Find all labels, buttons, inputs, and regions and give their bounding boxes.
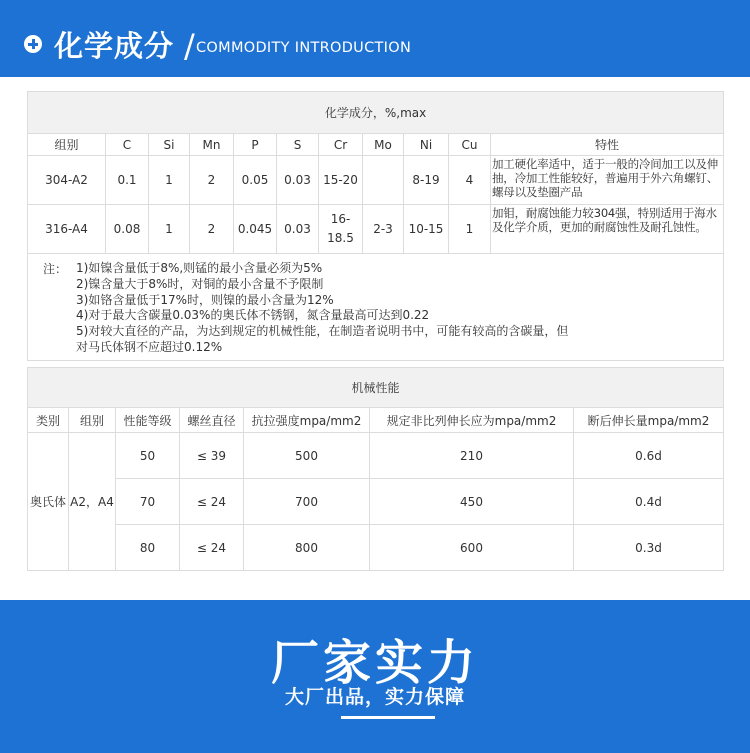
cell-ni: 10-15 [404, 205, 449, 254]
yield-label: 规定非比列伸长应为mpa/mm [386, 413, 549, 428]
notes-row [28, 254, 724, 361]
col-header-grade: 性能等级 [116, 408, 180, 433]
mechanical-properties-table [27, 367, 724, 571]
notes-label: 注： [43, 262, 68, 276]
cell-c: 0.1 [106, 156, 149, 205]
cell-diameter: ≤ 24 [180, 525, 244, 571]
cell-category: 奥氏体 [28, 433, 69, 571]
mech-header-row [28, 408, 724, 433]
cell-grade: 70 [116, 479, 180, 525]
cell-group: 316-A4 [28, 205, 106, 254]
col-header-elongation [574, 408, 724, 433]
col-header-yield [370, 408, 574, 433]
cell-tensile: 800 [244, 525, 370, 571]
cell-cr-line1: 16- [330, 212, 351, 226]
col-header-tensile [244, 408, 370, 433]
cell-group: 304-A2 [28, 156, 106, 205]
cell-p: 0.045 [234, 205, 277, 254]
table-row [28, 433, 724, 479]
tensile-label: 抗拉强度mpa/mm [251, 413, 354, 428]
footer-subtitle: 大厂出品，实力保障 [284, 686, 465, 708]
note-item: 4)对于最大含碳量0.03%的奥氏体不锈钢，氮含量最高可达到0.22 [76, 308, 430, 323]
col-header-ni: Ni [404, 134, 449, 156]
footer-title: 厂家实力 [270, 635, 479, 691]
col-header-cr: Cr [319, 134, 363, 156]
col-header-c: C [106, 134, 149, 156]
col-header-si: Si [149, 134, 190, 156]
cell-cu: 4 [449, 156, 491, 205]
cell-s: 0.03 [277, 156, 319, 205]
section-title: 化学成分 [54, 29, 175, 63]
cell-group: A2，A4 [69, 433, 116, 571]
cell-diameter: ≤ 39 [180, 433, 244, 479]
tensile-unit-exp: 2 [353, 413, 362, 428]
mech-table-title: 机械性能 [28, 368, 724, 408]
cell-p: 0.05 [234, 156, 277, 205]
title-slash: / [184, 27, 195, 65]
col-header-cu: Cu [449, 134, 491, 156]
cell-feature: 加钼，耐腐蚀能力较304强，特别适用于海水及化学介质，更加的耐腐蚀性及耐孔蚀性。 [491, 205, 724, 254]
cell-mn: 2 [190, 205, 234, 254]
cell-feature: 加工硬化率适中，适于一般的冷间加工以及伸抽，冷加工性能较好，普遍用于外六角螺钉、螺母以及垫圈产品 [491, 156, 724, 205]
plus-circle-icon [24, 35, 42, 53]
cell-grade: 80 [116, 525, 180, 571]
cell-elongation: 0.4d [574, 479, 724, 525]
cell-ni: 8-19 [404, 156, 449, 205]
col-header-group: 组别 [69, 408, 116, 433]
yield-unit-exp: 2 [548, 413, 557, 428]
cell-mo: 2-3 [363, 205, 404, 254]
note-item-continued: 对马氏体钢不应超过0.12% [76, 339, 223, 354]
cell-cr [319, 205, 363, 254]
col-header-category: 类别 [28, 408, 69, 433]
cell-s: 0.03 [277, 205, 319, 254]
footer-underline [341, 716, 435, 719]
table-row [28, 205, 724, 254]
table-row [28, 479, 724, 525]
col-header-s: S [277, 134, 319, 156]
elongation-label: 断后伸长量mpa/mm [587, 413, 702, 428]
col-header-diameter: 螺丝直径 [180, 408, 244, 433]
cell-cr: 15-20 [319, 156, 363, 205]
table-row [28, 156, 724, 205]
col-header-feature: 特性 [491, 134, 724, 156]
cell-c: 0.08 [106, 205, 149, 254]
cell-mn: 2 [190, 156, 234, 205]
cell-si: 1 [149, 205, 190, 254]
cell-elongation: 0.6d [574, 433, 724, 479]
cell-grade: 50 [116, 433, 180, 479]
notes-cell [28, 254, 724, 361]
footer-banner [0, 600, 750, 753]
mech-title-row [28, 368, 724, 408]
cell-tensile: 500 [244, 433, 370, 479]
cell-tensile: 700 [244, 479, 370, 525]
table-row [28, 525, 724, 571]
chem-table-title: 化学成分，%,max [28, 92, 724, 134]
cell-diameter: ≤ 24 [180, 479, 244, 525]
cell-mo [363, 156, 404, 205]
note-item: 2)镍含量大于8%时，对铜的最小含量不予限制 [76, 276, 324, 291]
col-header-p: P [234, 134, 277, 156]
note-item: 5)对较大直径的产品，为达到规定的机械性能，在制造者说明书中，可能有较高的含碳量，但 [76, 324, 569, 339]
elongation-unit-exp: 2 [701, 413, 710, 428]
cell-yield: 450 [370, 479, 574, 525]
col-header-mo: Mo [363, 134, 404, 156]
header-banner [0, 0, 750, 77]
chemical-composition-table [27, 91, 724, 361]
col-header-group: 组别 [28, 134, 106, 156]
cell-si: 1 [149, 156, 190, 205]
notes-list [76, 261, 568, 340]
cell-cu: 1 [449, 205, 491, 254]
cell-yield: 600 [370, 525, 574, 571]
cell-yield: 210 [370, 433, 574, 479]
cell-elongation: 0.3d [574, 525, 724, 571]
chem-header-row [28, 134, 724, 156]
section-subtitle: COMMODITY INTRODUCTION [196, 40, 412, 56]
col-header-mn: Mn [190, 134, 234, 156]
cell-cr-line2: 18.5 [327, 231, 354, 245]
chem-title-row [28, 92, 724, 134]
note-item: 3)如铬含量低于17%时，则镍的最小含量为12% [76, 292, 334, 307]
note-item: 1)如镍含量低于8%,则锰的最小含量必须为5% [76, 261, 323, 275]
